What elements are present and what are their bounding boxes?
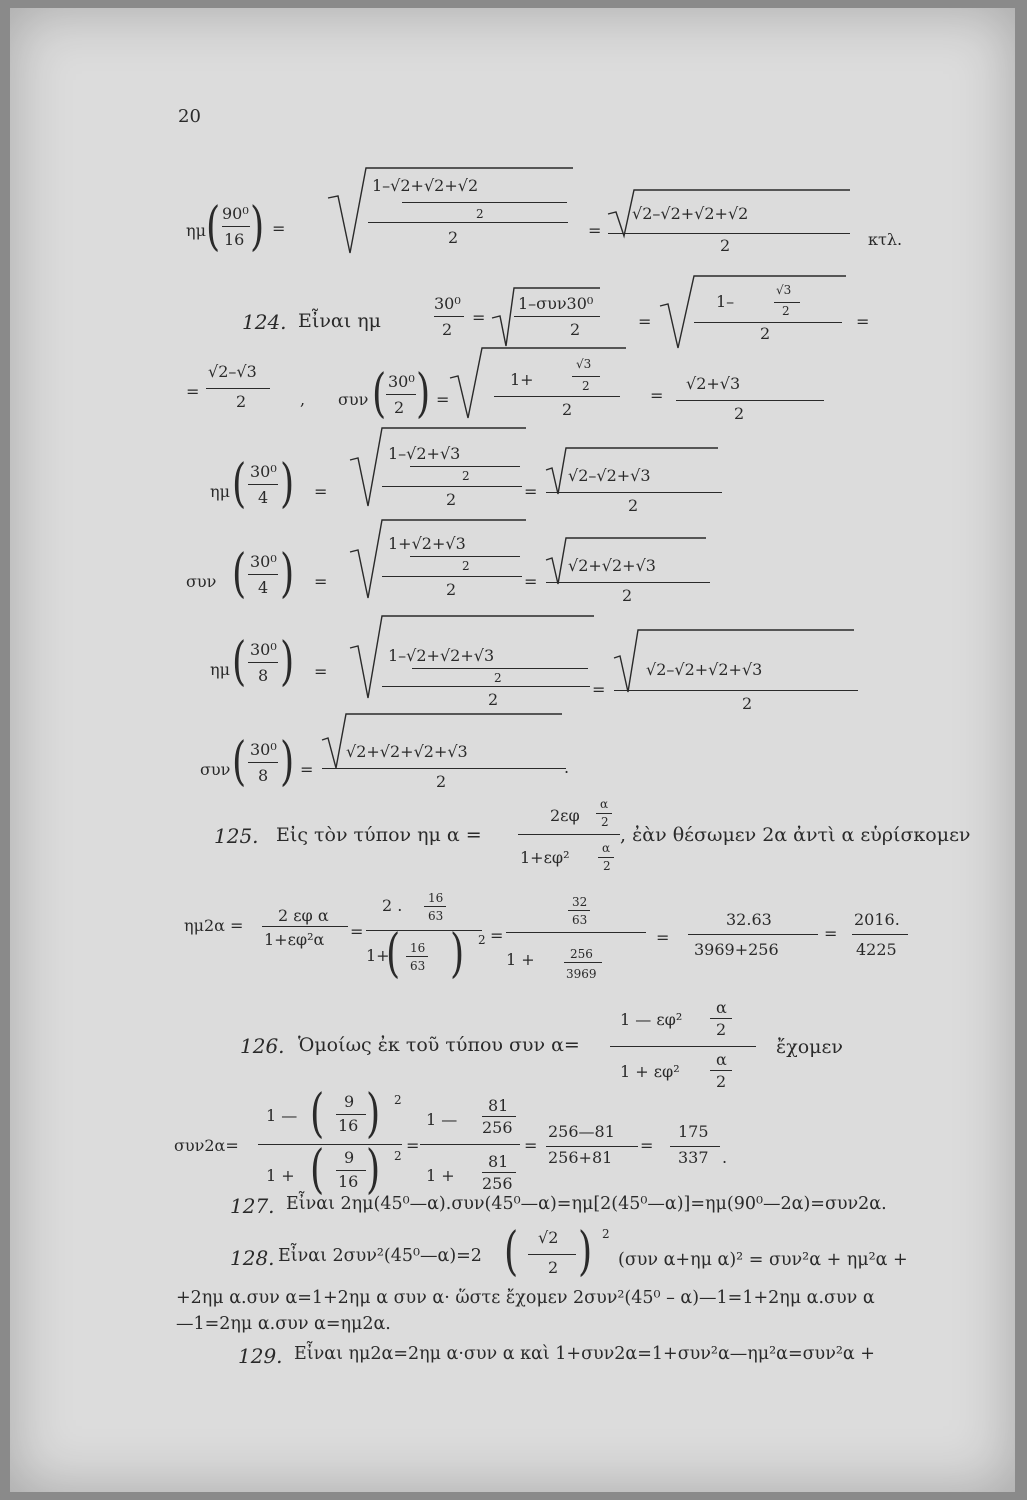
equals-sign: = [314, 572, 328, 591]
arg-denominator: 4 [258, 578, 269, 597]
small-numerator: 9 [344, 1092, 355, 1111]
exercise-text: Εἶναι ημ2α=2ημ α·συν α καὶ 1+συν2α=1+συν²α—ημ²α=συν²α + [294, 1344, 875, 1364]
equals-sign: = [436, 390, 450, 409]
one-plus: 1 + [426, 1166, 455, 1185]
exercise-number: 127. [230, 1194, 275, 1218]
paren-open: ( [232, 732, 247, 792]
fraction-bar [852, 934, 908, 935]
small-denominator: 16 [338, 1172, 359, 1191]
exponent: 2 [394, 1149, 402, 1163]
fraction-bar [386, 394, 416, 395]
inner-subdenominator: 2 [462, 559, 470, 573]
exercise-number: 124. [242, 310, 287, 334]
paren-close: ) [366, 1140, 381, 1200]
small-numerator: √3 [576, 357, 592, 371]
equals-sign: = [406, 1136, 420, 1155]
fraction-bar [546, 492, 722, 493]
small-numerator: α [716, 998, 727, 1017]
equals-sign: = [650, 386, 664, 405]
exercise-text: Ὁμοίως ἐκ τοῦ τύπου συν α= [298, 1034, 580, 1056]
numerator: 2 . [382, 896, 403, 915]
fraction-bar [366, 930, 482, 931]
arg-numerator: 90⁰ [222, 204, 249, 223]
fraction-bar [420, 1144, 520, 1145]
fraction-bar [248, 662, 278, 663]
small-denominator: 63 [428, 909, 444, 923]
denominator: 2 [734, 404, 745, 423]
fn-label: ημ [210, 660, 230, 679]
fraction-bar [506, 932, 646, 933]
one-minus: 1 — [426, 1110, 458, 1129]
fraction-bar [610, 1046, 756, 1047]
equals-sign: = [350, 922, 364, 941]
fn-label: ημ [210, 482, 230, 501]
paren-open: ( [310, 1084, 325, 1144]
equals-sign: = [524, 482, 538, 501]
equals-sign: = [524, 572, 538, 591]
denominator: 337 [678, 1148, 709, 1167]
fraction-bar [614, 690, 858, 691]
fraction-bar [368, 222, 568, 223]
fraction-bar [322, 768, 566, 769]
fraction-bar [514, 316, 600, 317]
lhs: ημ2α = [184, 916, 244, 935]
fraction-bar [206, 388, 270, 389]
numerator: √2+√3 [686, 374, 741, 393]
paren-open: ( [372, 364, 387, 424]
fraction-bar [434, 316, 464, 317]
equals-sign: = [472, 308, 486, 327]
equals-sign: = [856, 312, 870, 331]
fraction-bar [518, 834, 620, 835]
fraction-bar [402, 202, 567, 203]
etc-text: κτλ. [868, 230, 903, 249]
radical-sign [350, 520, 530, 600]
fraction-bar [676, 400, 824, 401]
numerator: 2εφ [550, 806, 580, 825]
small-numerator: 9 [344, 1148, 355, 1167]
arg-denominator: 8 [258, 766, 269, 785]
exercise-number: 129. [238, 1344, 283, 1368]
one-plus: 1+ [366, 946, 390, 965]
small-numerator: α [600, 797, 609, 811]
fraction-bar [608, 233, 850, 234]
inner-numerator: 1–√2+√2+√3 [388, 646, 495, 665]
equals-sign: = [314, 662, 328, 681]
denominator: 2 [628, 496, 639, 515]
arg-denominator: 8 [258, 666, 269, 685]
paren-open: ( [232, 544, 247, 604]
denominator: 2 [236, 392, 247, 411]
equals-sign: = [186, 382, 200, 401]
denominator: 3969+256 [694, 940, 779, 959]
paren-close: ) [366, 1084, 381, 1144]
radical-sign [350, 428, 530, 508]
fn-label: συν [186, 572, 217, 591]
arg-numerator: 30⁰ [250, 462, 277, 481]
exercise-text: Εἶναι ημ [298, 310, 381, 332]
small-denominator: 2 [582, 379, 590, 393]
fraction-bar [688, 934, 818, 935]
arg-denominator: 16 [224, 230, 245, 249]
rhs-denominator: 2 [720, 236, 731, 255]
fn-label: συν [200, 760, 231, 779]
denominator: 2 [446, 580, 457, 599]
small-numerator: 16 [410, 941, 426, 955]
equals-sign: = [490, 926, 504, 945]
arg-numerator: 30⁰ [250, 552, 277, 571]
denominator: 2 [442, 320, 453, 339]
arg-denominator: 2 [394, 398, 405, 417]
fraction-bar [248, 574, 278, 575]
denominator: 2 [562, 400, 573, 419]
arg-denominator: 4 [258, 488, 269, 507]
fraction-bar [546, 582, 710, 583]
equals-sign: = [592, 680, 606, 699]
small-denominator: 2 [601, 815, 609, 829]
paren-open: ( [386, 924, 401, 984]
small-numerator: α [716, 1050, 727, 1069]
equals-sign: = [300, 760, 314, 779]
fraction-bar [248, 484, 278, 485]
page-number: 20 [178, 106, 201, 127]
one-plus: 1 + [266, 1166, 295, 1185]
paren-open: ( [504, 1222, 519, 1282]
numerator: √2–√2+√3 [568, 466, 651, 485]
denominator: 2 [548, 1258, 559, 1277]
inner-numerator: 1–√2+√2+√2 [372, 176, 479, 195]
small-denominator: 63 [410, 959, 426, 973]
fraction-bar [412, 668, 588, 669]
paren-close: ) [416, 364, 431, 424]
small-denominator: 3969 [566, 967, 597, 981]
inner-numerator: 1+√2+√3 [388, 534, 466, 553]
paren-close: ) [250, 197, 265, 257]
fraction-bar [410, 466, 520, 467]
inner-subdenominator: 2 [462, 469, 470, 483]
fraction-bar [406, 956, 428, 957]
fraction-bar [222, 226, 250, 227]
numerator: √2–√3 [208, 362, 257, 381]
denominator: 1 + εφ² [620, 1062, 680, 1081]
one-minus: 1 — [266, 1106, 298, 1125]
exercise-text: Εἶναι 2ημ(45⁰—α).συν(45⁰—α)=ημ[2(45⁰—α)]=ημ(90⁰—2α)=συν2α. [286, 1194, 887, 1214]
paren-close: ) [280, 732, 295, 792]
denominator: 2 [436, 772, 447, 791]
fn-label: ημ [186, 221, 206, 240]
numerator: 1–συν30⁰ [518, 294, 594, 313]
fraction-bar [248, 762, 278, 763]
fraction-bar [382, 576, 522, 577]
equals-sign: = [272, 219, 286, 238]
small-numerator: 81 [488, 1152, 509, 1171]
paren-open: ( [310, 1140, 325, 1200]
equals-sign: = [314, 482, 328, 501]
denominator: 2 [446, 490, 457, 509]
fraction-bar [262, 926, 348, 927]
exercise-text: Εἶναι 2συν²(45⁰—α)=2 [278, 1246, 482, 1266]
lhs: συν2α= [174, 1136, 239, 1155]
denominator: 256+81 [548, 1148, 613, 1167]
fraction-bar [494, 396, 620, 397]
comma: , [300, 390, 306, 409]
rhs-numerator: √2–√2+√2+√2 [632, 204, 749, 223]
small-denominator: 2 [782, 304, 790, 318]
exercise-text: (συν α+ημ α)² = συν²α + ημ²α + [618, 1250, 908, 1270]
exercise-text: +2ημ α.συν α=1+2ημ α συν α· ὥστε ἔχομεν 2συν²(45⁰ – α)—1=1+2ημ α.συν α [176, 1288, 875, 1308]
paren-close: ) [280, 454, 295, 514]
fraction-bar [424, 906, 446, 907]
denominator: 2 [488, 690, 499, 709]
equals-sign: = [638, 312, 652, 331]
numerator: √2–√2+√2+√3 [646, 660, 763, 679]
arg-numerator: 30⁰ [250, 640, 277, 659]
small-numerator: 16 [428, 891, 444, 905]
numerator: √2+√2+√3 [568, 556, 656, 575]
radical-sign [660, 276, 850, 350]
small-numerator: 32 [572, 895, 588, 909]
inner-subdenominator: 2 [494, 671, 502, 685]
numerator: 30⁰ [434, 294, 461, 313]
small-denominator: 2 [716, 1072, 727, 1091]
arg-numerator: 30⁰ [388, 372, 415, 391]
exponent: 2 [602, 1227, 610, 1241]
radical-sign [450, 348, 630, 420]
denominator: 2 [742, 694, 753, 713]
numerator: 32.63 [726, 910, 772, 929]
fraction-bar [572, 376, 600, 377]
equals-sign: = [824, 924, 838, 943]
small-denominator: 63 [572, 913, 588, 927]
exercise-text: —1=2ημ α.συν α=ημ2α. [176, 1314, 391, 1334]
one-minus: 1– [716, 292, 735, 311]
paren-open: ( [232, 454, 247, 514]
numerator: 2 εφ α [278, 906, 329, 925]
fraction-bar [382, 686, 590, 687]
paren-open: ( [206, 197, 221, 257]
denominator: 4225 [856, 940, 897, 959]
paren-close: ) [280, 632, 295, 692]
book-page [10, 8, 1015, 1492]
small-numerator: α [602, 841, 611, 855]
denominator: 1+εφ²α [264, 930, 325, 949]
exponent: 2 [478, 933, 486, 947]
denominator: 2 [622, 586, 633, 605]
denominator: 1+εφ² [520, 848, 570, 867]
small-numerator: 256 [570, 947, 593, 961]
exercise-number: 125. [214, 824, 259, 848]
arg-numerator: 30⁰ [250, 740, 277, 759]
small-denominator: 16 [338, 1116, 359, 1135]
exercise-number: 128. [230, 1246, 275, 1270]
exercise-number: 126. [240, 1034, 285, 1058]
fraction-bar [258, 1144, 402, 1145]
small-denominator: 256 [482, 1174, 513, 1193]
exponent: 2 [394, 1093, 402, 1107]
numerator: 256—81 [548, 1122, 615, 1141]
numerator: √2 [538, 1228, 559, 1247]
equals-sign: = [524, 1136, 538, 1155]
equals-sign: = [588, 221, 602, 240]
small-denominator: 256 [482, 1118, 513, 1137]
numerator: 1 — εφ² [620, 1010, 683, 1029]
paren-close: ) [280, 544, 295, 604]
inner-numerator: 1–√2+√3 [388, 444, 461, 463]
numerator: 2016. [854, 910, 900, 929]
fn-label: συν [338, 390, 369, 409]
fraction-bar [528, 1254, 576, 1255]
fraction-bar [382, 486, 522, 487]
fraction-bar [568, 910, 590, 911]
small-denominator: 2 [603, 859, 611, 873]
denominator: 2 [448, 228, 459, 247]
one-plus: 1+ [510, 370, 534, 389]
one-plus: 1 + [506, 950, 535, 969]
period: . [722, 1148, 728, 1167]
paren-open: ( [232, 632, 247, 692]
numerator: 175 [678, 1122, 709, 1141]
equals-sign: = [640, 1136, 654, 1155]
small-numerator: √3 [776, 283, 792, 297]
numerator: √2+√2+√2+√3 [346, 742, 468, 761]
small-denominator: 2 [716, 1020, 727, 1039]
fraction-bar [410, 556, 520, 557]
exercise-text: Εἰς τὸν τύπον ημ α = [276, 824, 482, 846]
small-numerator: 81 [488, 1096, 509, 1115]
denominator: 2 [760, 324, 771, 343]
equals-sign: = [656, 928, 670, 947]
fraction-bar [564, 962, 602, 963]
denominator: 2 [570, 320, 581, 339]
period: . [564, 758, 570, 777]
paren-close: ) [450, 924, 465, 984]
exercise-text: ἔχομεν [776, 1036, 843, 1058]
inner-subdenominator: 2 [476, 207, 484, 221]
paren-close: ) [578, 1222, 593, 1282]
exercise-text: , ἐὰν θέσωμεν 2α ἀντὶ α εὑρίσκομεν [620, 824, 971, 846]
